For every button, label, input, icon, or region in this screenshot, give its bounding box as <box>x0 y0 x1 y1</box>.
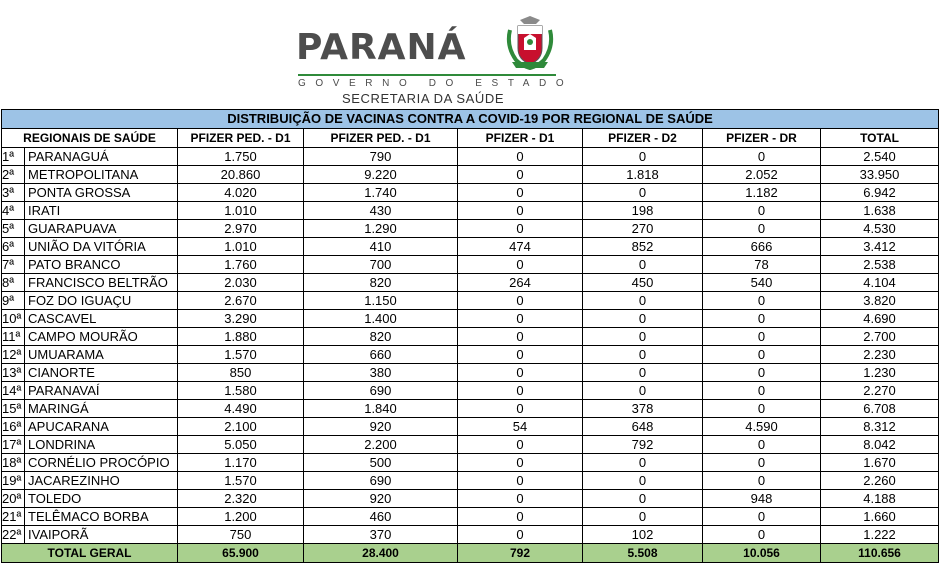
table-row <box>2 310 939 328</box>
pfizer-d1-cell: 0 <box>458 256 583 274</box>
regional-ordinal: 5ª <box>2 220 25 237</box>
regional-name: CASCAVEL <box>28 311 97 326</box>
regional-ordinal: 4ª <box>2 202 25 219</box>
regional-name: MARINGÁ <box>28 401 89 416</box>
table-row <box>2 472 939 490</box>
table-row <box>2 256 939 274</box>
total-cell: 3.820 <box>821 292 939 310</box>
pfizer-ped-d1-b-cell: 700 <box>304 256 458 274</box>
secretariat-label: SECRETARIA DA SAÚDE <box>342 91 505 106</box>
column-header-pfizer-d1: PFIZER - D1 <box>458 129 583 148</box>
total-pfizer-d2-cell: 5.508 <box>583 544 703 563</box>
regional-name: UMUARAMA <box>28 347 104 362</box>
total-cell: 2.540 <box>821 148 939 166</box>
pfizer-d2-cell: 270 <box>583 220 703 238</box>
table-title-row <box>2 110 939 129</box>
pfizer-d1-cell: 474 <box>458 238 583 256</box>
regional-ordinal: 3ª <box>2 184 25 201</box>
total-cell: 33.950 <box>821 166 939 184</box>
pfizer-ped-d1-b-cell: 370 <box>304 526 458 544</box>
table-row <box>2 346 939 364</box>
pfizer-ped-d1-b-cell: 820 <box>304 328 458 346</box>
regional-ordinal: 11ª <box>2 328 25 345</box>
parana-coat-of-arms-icon <box>502 14 558 72</box>
pfizer-ped-d1-cell: 2.320 <box>178 490 304 508</box>
regional-name: GUARAPUAVA <box>28 221 117 236</box>
pfizer-d2-cell: 0 <box>583 148 703 166</box>
pfizer-ped-d1-cell: 2.100 <box>178 418 304 436</box>
pfizer-d2-cell: 0 <box>583 472 703 490</box>
table-row <box>2 328 939 346</box>
regional-ordinal: 19ª <box>2 472 25 489</box>
pfizer-d2-cell: 792 <box>583 436 703 454</box>
pfizer-dr-cell: 0 <box>703 508 821 526</box>
pfizer-ped-d1-b-cell: 2.200 <box>304 436 458 454</box>
pfizer-ped-d1-cell: 2.030 <box>178 274 304 292</box>
pfizer-dr-cell: 540 <box>703 274 821 292</box>
regional-name: IVAIPORÃ <box>28 527 89 542</box>
pfizer-ped-d1-b-cell: 690 <box>304 472 458 490</box>
pfizer-dr-cell: 0 <box>703 310 821 328</box>
pfizer-d1-cell: 0 <box>458 220 583 238</box>
total-cell: 2.230 <box>821 346 939 364</box>
table-row <box>2 220 939 238</box>
pfizer-d2-cell: 0 <box>583 364 703 382</box>
table-row <box>2 148 939 166</box>
pfizer-ped-d1-b-cell: 660 <box>304 346 458 364</box>
column-header-pfizer-ped-d1: PFIZER PED. - D1 <box>178 129 304 148</box>
pfizer-dr-cell: 0 <box>703 220 821 238</box>
table-row <box>2 436 939 454</box>
regional-ordinal: 13ª <box>2 364 25 381</box>
regional-ordinal: 2ª <box>2 166 25 183</box>
pfizer-ped-d1-cell: 1.170 <box>178 454 304 472</box>
pfizer-ped-d1-cell: 850 <box>178 364 304 382</box>
column-header-pfizer-dr: PFIZER - DR <box>703 129 821 148</box>
pfizer-ped-d1-b-cell: 1.740 <box>304 184 458 202</box>
total-cell: 4.530 <box>821 220 939 238</box>
pfizer-d1-cell: 54 <box>458 418 583 436</box>
pfizer-dr-cell: 666 <box>703 238 821 256</box>
regional-ordinal: 14ª <box>2 382 25 399</box>
pfizer-ped-d1-cell: 1.750 <box>178 148 304 166</box>
pfizer-dr-cell: 0 <box>703 436 821 454</box>
pfizer-dr-cell: 0 <box>703 526 821 544</box>
pfizer-ped-d1-cell: 2.670 <box>178 292 304 310</box>
pfizer-ped-d1-cell: 1.880 <box>178 328 304 346</box>
table-row <box>2 238 939 256</box>
pfizer-ped-d1-b-cell: 690 <box>304 382 458 400</box>
column-header-total: TOTAL <box>821 129 939 148</box>
total-cell: 1.660 <box>821 508 939 526</box>
pfizer-d2-cell: 0 <box>583 382 703 400</box>
total-pfizer-ped-d1-b-cell: 28.400 <box>304 544 458 563</box>
pfizer-d1-cell: 0 <box>458 400 583 418</box>
pfizer-d1-cell: 0 <box>458 346 583 364</box>
regional-name: UNIÃO DA VITÓRIA <box>28 239 146 254</box>
table-row <box>2 364 939 382</box>
table-row <box>2 454 939 472</box>
regional-cell <box>2 220 178 238</box>
regional-cell <box>2 202 178 220</box>
pfizer-d1-cell: 0 <box>458 310 583 328</box>
total-pfizer-ped-d1-cell: 65.900 <box>178 544 304 563</box>
regional-ordinal: 1ª <box>2 148 25 165</box>
regional-cell <box>2 508 178 526</box>
total-cell: 2.270 <box>821 382 939 400</box>
pfizer-d2-cell: 1.818 <box>583 166 703 184</box>
pfizer-ped-d1-cell: 5.050 <box>178 436 304 454</box>
regional-ordinal: 6ª <box>2 238 25 255</box>
pfizer-ped-d1-cell: 4.490 <box>178 400 304 418</box>
total-total-cell: 110.656 <box>821 544 939 563</box>
pfizer-d2-cell: 0 <box>583 310 703 328</box>
regional-name: TELÊMACO BORBA <box>28 509 149 524</box>
regional-name: APUCARANA <box>28 419 109 434</box>
pfizer-ped-d1-b-cell: 1.290 <box>304 220 458 238</box>
total-cell: 2.700 <box>821 328 939 346</box>
total-cell: 1.222 <box>821 526 939 544</box>
pfizer-d2-cell: 0 <box>583 184 703 202</box>
regional-cell <box>2 472 178 490</box>
regional-name: PARANAGUÁ <box>28 149 109 164</box>
pfizer-d1-cell: 0 <box>458 364 583 382</box>
regional-name: PATO BRANCO <box>28 257 121 272</box>
regional-ordinal: 16ª <box>2 418 25 435</box>
total-pfizer-dr-cell: 10.056 <box>703 544 821 563</box>
regional-ordinal: 22ª <box>2 526 25 543</box>
brand-divider <box>298 74 556 76</box>
pfizer-dr-cell: 0 <box>703 472 821 490</box>
pfizer-ped-d1-b-cell: 920 <box>304 490 458 508</box>
table-row <box>2 274 939 292</box>
pfizer-ped-d1-cell: 1.010 <box>178 202 304 220</box>
table-row <box>2 418 939 436</box>
pfizer-d1-cell: 0 <box>458 382 583 400</box>
pfizer-d2-cell: 0 <box>583 328 703 346</box>
total-cell: 1.670 <box>821 454 939 472</box>
regional-ordinal: 21ª <box>2 508 25 525</box>
regional-name: PONTA GROSSA <box>28 185 131 200</box>
regional-ordinal: 17ª <box>2 436 25 453</box>
regional-ordinal: 8ª <box>2 274 25 291</box>
pfizer-d1-cell: 0 <box>458 184 583 202</box>
pfizer-d2-cell: 648 <box>583 418 703 436</box>
regional-cell <box>2 292 178 310</box>
pfizer-ped-d1-cell: 3.290 <box>178 310 304 328</box>
pfizer-ped-d1-b-cell: 460 <box>304 508 458 526</box>
pfizer-ped-d1-cell: 1.200 <box>178 508 304 526</box>
table-title: DISTRIBUIÇÃO DE VACINAS CONTRA A COVID-19 POR REGIONAL DE SAÚDE <box>2 110 939 129</box>
pfizer-d2-cell: 102 <box>583 526 703 544</box>
pfizer-ped-d1-cell: 2.970 <box>178 220 304 238</box>
table-header-row <box>2 129 939 148</box>
pfizer-d1-cell: 0 <box>458 202 583 220</box>
pfizer-dr-cell: 0 <box>703 400 821 418</box>
pfizer-ped-d1-b-cell: 920 <box>304 418 458 436</box>
pfizer-ped-d1-b-cell: 820 <box>304 274 458 292</box>
pfizer-d1-cell: 0 <box>458 508 583 526</box>
government-label: GOVERNO DO ESTADO <box>298 78 574 89</box>
pfizer-ped-d1-b-cell: 1.840 <box>304 400 458 418</box>
regional-cell <box>2 310 178 328</box>
pfizer-ped-d1-b-cell: 430 <box>304 202 458 220</box>
pfizer-d2-cell: 852 <box>583 238 703 256</box>
table-row <box>2 490 939 508</box>
total-cell: 2.538 <box>821 256 939 274</box>
regional-name: PARANAVAÍ <box>28 383 100 398</box>
pfizer-dr-cell: 0 <box>703 292 821 310</box>
regional-name: CORNÉLIO PROCÓPIO <box>28 455 170 470</box>
regional-cell <box>2 238 178 256</box>
pfizer-d1-cell: 0 <box>458 166 583 184</box>
regional-name: IRATI <box>28 203 61 218</box>
pfizer-d1-cell: 0 <box>458 454 583 472</box>
column-header-regional: REGIONAIS DE SAÚDE <box>2 129 178 148</box>
parana-logo <box>296 14 574 106</box>
vaccine-distribution-table <box>1 109 939 563</box>
column-header-pfizer-ped-d1-b: PFIZER PED. - D1 <box>304 129 458 148</box>
regional-name: CIANORTE <box>28 365 95 380</box>
total-cell: 4.188 <box>821 490 939 508</box>
regional-name: FRANCISCO BELTRÃO <box>28 275 168 290</box>
regional-cell <box>2 526 178 544</box>
pfizer-d2-cell: 0 <box>583 346 703 364</box>
regional-cell <box>2 346 178 364</box>
total-cell: 1.638 <box>821 202 939 220</box>
regional-cell <box>2 418 178 436</box>
pfizer-d2-cell: 0 <box>583 256 703 274</box>
pfizer-d2-cell: 450 <box>583 274 703 292</box>
pfizer-ped-d1-b-cell: 410 <box>304 238 458 256</box>
pfizer-d1-cell: 0 <box>458 490 583 508</box>
pfizer-d1-cell: 0 <box>458 292 583 310</box>
table-row <box>2 382 939 400</box>
pfizer-d1-cell: 0 <box>458 148 583 166</box>
pfizer-d2-cell: 0 <box>583 454 703 472</box>
regional-name: LONDRINA <box>28 437 96 452</box>
pfizer-ped-d1-cell: 1.570 <box>178 346 304 364</box>
pfizer-dr-cell: 0 <box>703 202 821 220</box>
regional-cell <box>2 454 178 472</box>
table-row <box>2 184 939 202</box>
regional-cell <box>2 148 178 166</box>
regional-name: METROPOLITANA <box>28 167 139 182</box>
pfizer-dr-cell: 78 <box>703 256 821 274</box>
total-cell: 2.260 <box>821 472 939 490</box>
regional-ordinal: 20ª <box>2 490 25 507</box>
total-cell: 4.690 <box>821 310 939 328</box>
regional-ordinal: 15ª <box>2 400 25 417</box>
regional-name: CAMPO MOURÃO <box>28 329 138 344</box>
pfizer-ped-d1-b-cell: 500 <box>304 454 458 472</box>
regional-ordinal: 9ª <box>2 292 25 309</box>
total-row <box>2 544 939 563</box>
total-cell: 4.104 <box>821 274 939 292</box>
pfizer-d1-cell: 0 <box>458 328 583 346</box>
regional-name: FOZ DO IGUAÇU <box>28 293 132 308</box>
regional-cell <box>2 274 178 292</box>
regional-ordinal: 18ª <box>2 454 25 471</box>
regional-cell <box>2 436 178 454</box>
total-label: TOTAL GERAL <box>2 544 178 563</box>
table-row <box>2 526 939 544</box>
pfizer-d2-cell: 378 <box>583 400 703 418</box>
pfizer-dr-cell: 1.182 <box>703 184 821 202</box>
table-row <box>2 292 939 310</box>
pfizer-d1-cell: 0 <box>458 526 583 544</box>
pfizer-d1-cell: 264 <box>458 274 583 292</box>
pfizer-ped-d1-cell: 1.570 <box>178 472 304 490</box>
regional-cell <box>2 256 178 274</box>
regional-cell <box>2 166 178 184</box>
pfizer-d2-cell: 0 <box>583 292 703 310</box>
regional-cell <box>2 328 178 346</box>
pfizer-ped-d1-cell: 1.580 <box>178 382 304 400</box>
regional-cell <box>2 184 178 202</box>
total-cell: 6.942 <box>821 184 939 202</box>
pfizer-ped-d1-cell: 750 <box>178 526 304 544</box>
table-row <box>2 508 939 526</box>
total-cell: 8.312 <box>821 418 939 436</box>
pfizer-d2-cell: 0 <box>583 508 703 526</box>
pfizer-ped-d1-cell: 1.010 <box>178 238 304 256</box>
pfizer-ped-d1-cell: 20.860 <box>178 166 304 184</box>
pfizer-ped-d1-cell: 4.020 <box>178 184 304 202</box>
pfizer-dr-cell: 0 <box>703 328 821 346</box>
total-cell: 8.042 <box>821 436 939 454</box>
pfizer-ped-d1-cell: 1.760 <box>178 256 304 274</box>
pfizer-dr-cell: 0 <box>703 148 821 166</box>
pfizer-dr-cell: 0 <box>703 346 821 364</box>
brand-wordmark: PARANÁ <box>296 27 467 68</box>
regional-name: TOLEDO <box>28 491 82 506</box>
pfizer-ped-d1-b-cell: 380 <box>304 364 458 382</box>
total-cell: 6.708 <box>821 400 939 418</box>
pfizer-dr-cell: 2.052 <box>703 166 821 184</box>
pfizer-ped-d1-b-cell: 9.220 <box>304 166 458 184</box>
pfizer-ped-d1-b-cell: 1.150 <box>304 292 458 310</box>
pfizer-dr-cell: 0 <box>703 454 821 472</box>
pfizer-d1-cell: 0 <box>458 472 583 490</box>
pfizer-d2-cell: 0 <box>583 490 703 508</box>
regional-cell <box>2 382 178 400</box>
regional-ordinal: 10ª <box>2 310 25 327</box>
regional-cell <box>2 364 178 382</box>
regional-ordinal: 7ª <box>2 256 25 273</box>
regional-ordinal: 12ª <box>2 346 25 363</box>
pfizer-d1-cell: 0 <box>458 436 583 454</box>
pfizer-dr-cell: 948 <box>703 490 821 508</box>
pfizer-d2-cell: 198 <box>583 202 703 220</box>
pfizer-ped-d1-b-cell: 1.400 <box>304 310 458 328</box>
pfizer-dr-cell: 0 <box>703 382 821 400</box>
column-header-pfizer-d2: PFIZER - D2 <box>583 129 703 148</box>
regional-name: JACAREZINHO <box>28 473 120 488</box>
total-cell: 1.230 <box>821 364 939 382</box>
pfizer-dr-cell: 0 <box>703 364 821 382</box>
table-row <box>2 166 939 184</box>
total-cell: 3.412 <box>821 238 939 256</box>
table-row <box>2 400 939 418</box>
pfizer-dr-cell: 4.590 <box>703 418 821 436</box>
regional-cell <box>2 400 178 418</box>
total-pfizer-d1-cell: 792 <box>458 544 583 563</box>
table-row <box>2 202 939 220</box>
pfizer-ped-d1-b-cell: 790 <box>304 148 458 166</box>
regional-cell <box>2 490 178 508</box>
